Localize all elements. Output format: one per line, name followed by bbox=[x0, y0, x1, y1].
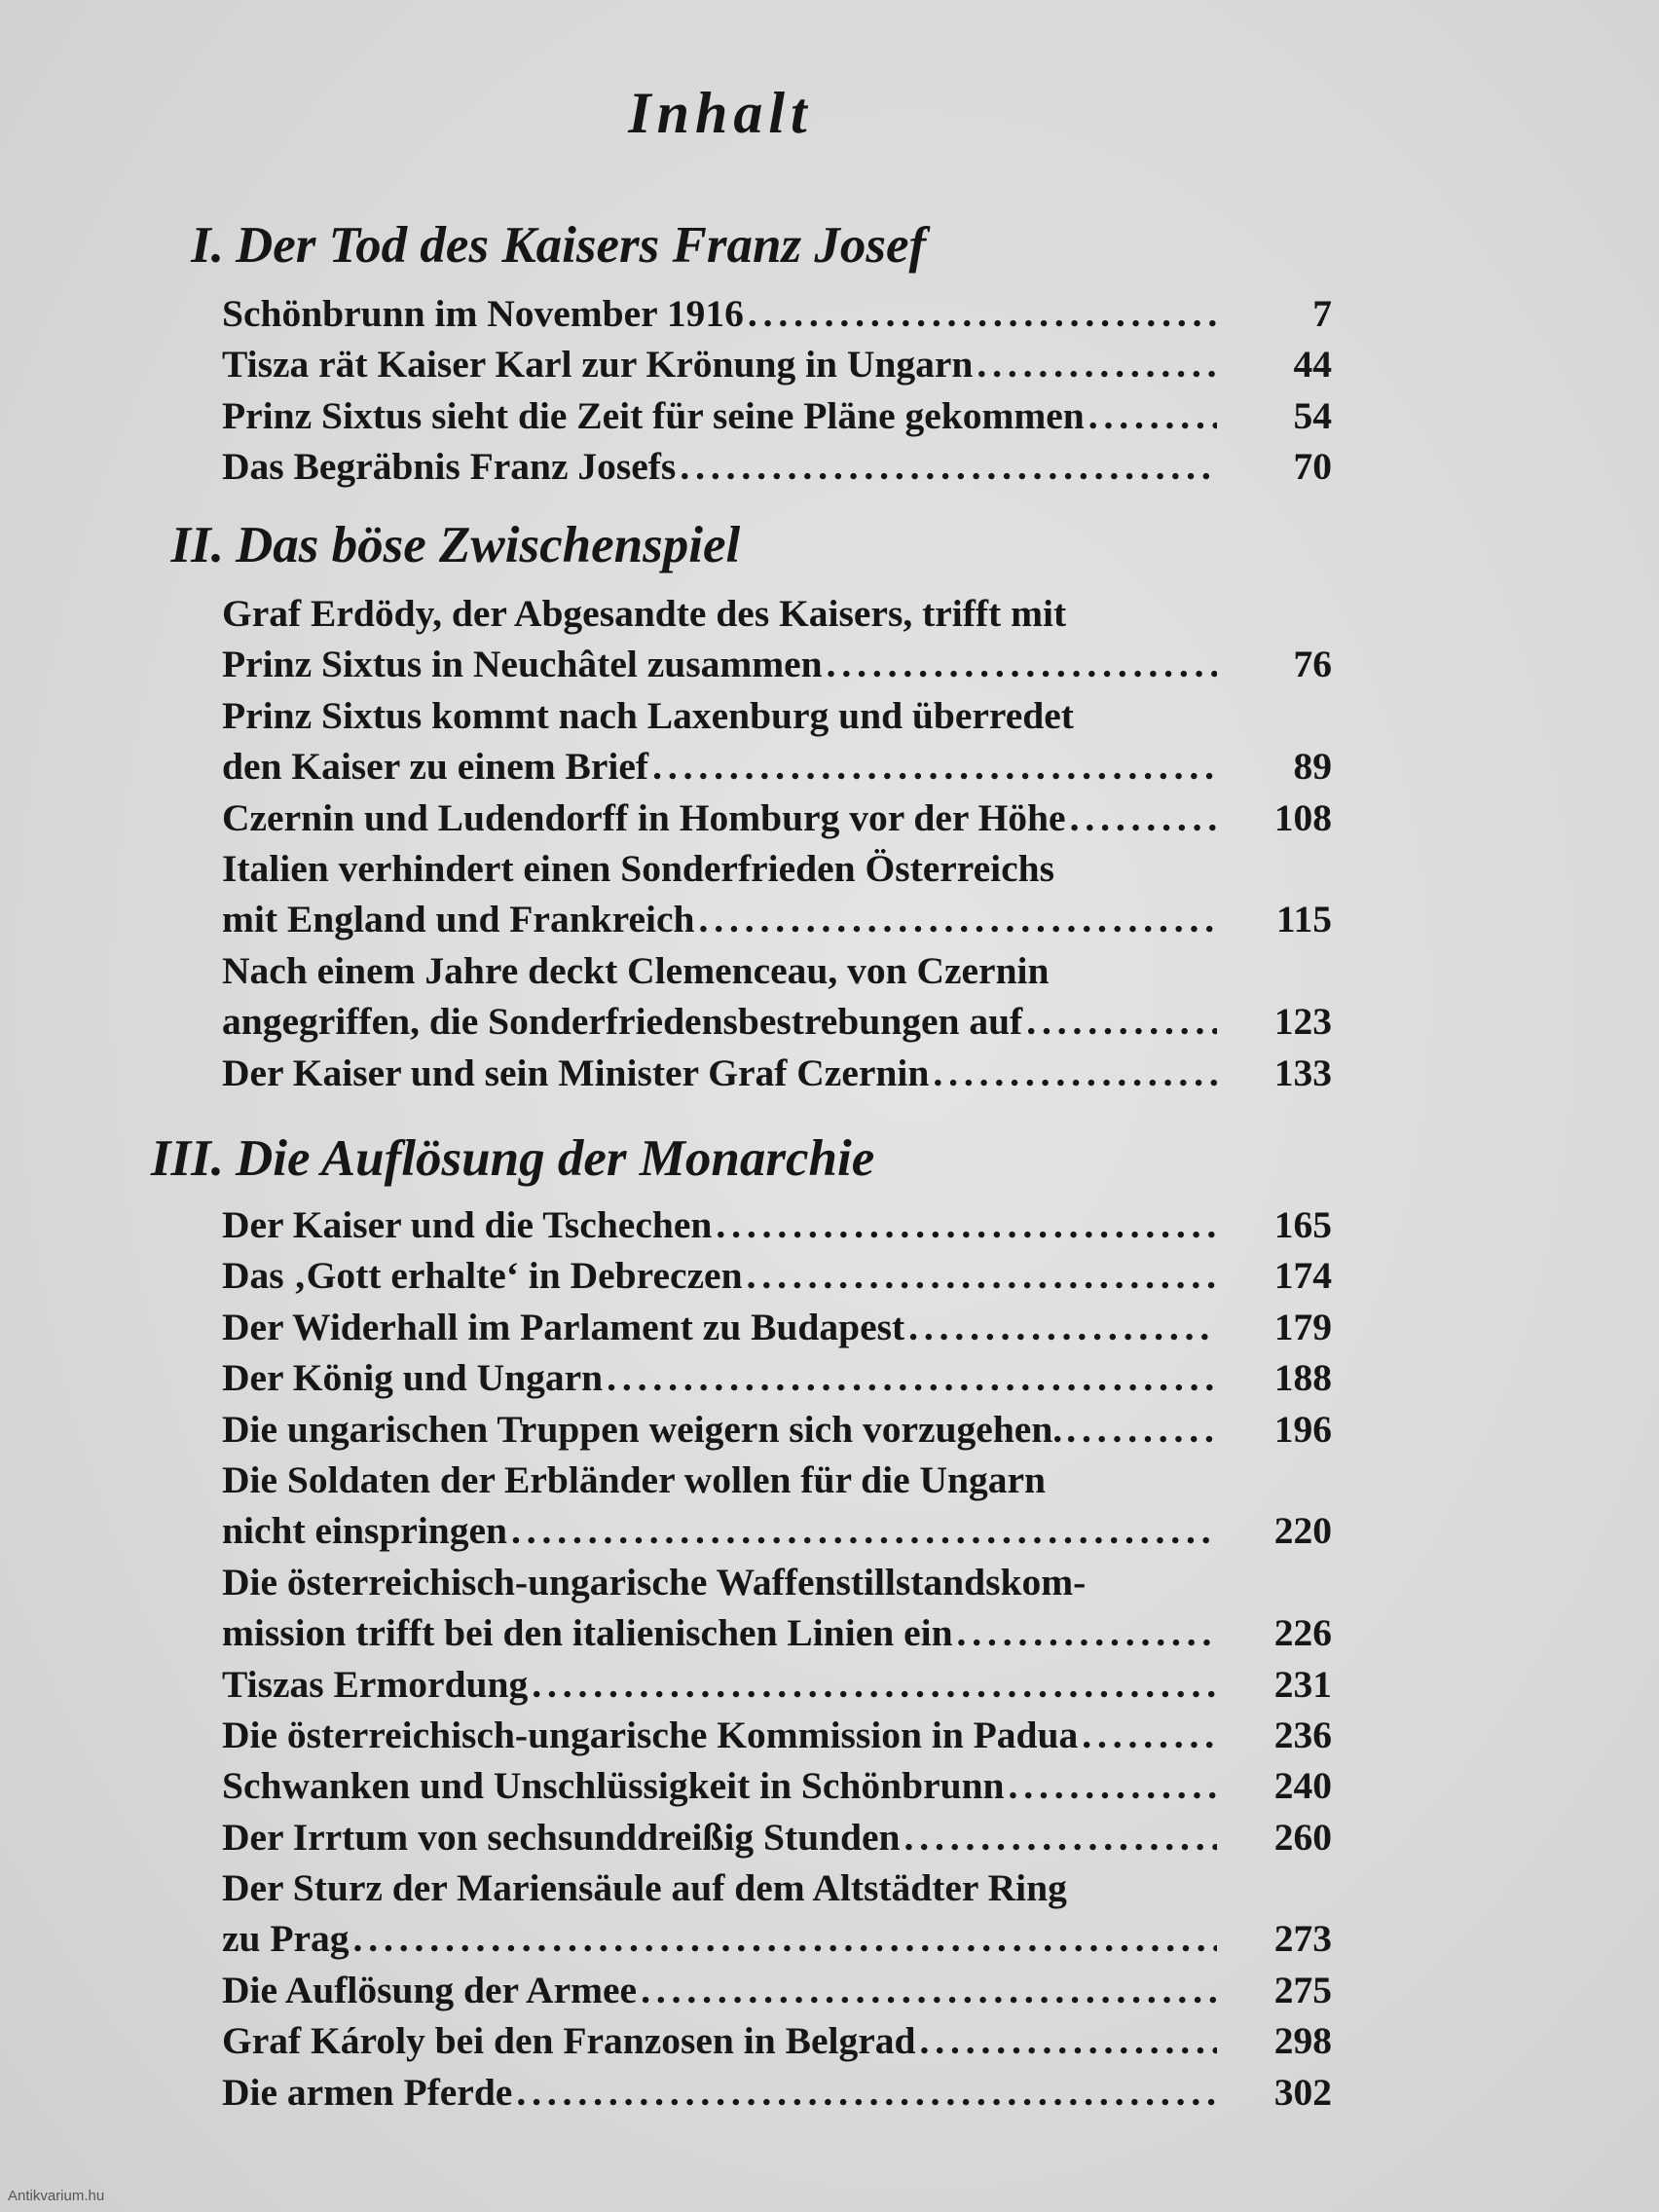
toc-entry-line bbox=[222, 690, 1332, 741]
chapter-heading-2 bbox=[107, 516, 1334, 574]
page-title: Inhalt bbox=[628, 81, 813, 145]
chapter-number: I. bbox=[191, 217, 224, 274]
toc-entry-text: Der Sturz der Mariensäule auf dem Altstädter Ring bbox=[222, 1866, 1067, 1910]
toc-entry-line bbox=[222, 1760, 1332, 1811]
dot-leader bbox=[827, 639, 1217, 689]
toc-entry-text: angegriffen, die Sonderfriedensbestrebungen auf bbox=[222, 1000, 1023, 1044]
page-number: 188 bbox=[1273, 1356, 1332, 1400]
toc-entry-text: Der Kaiser und sein Minister Graf Czernin bbox=[222, 1051, 930, 1094]
page-number: 115 bbox=[1275, 898, 1332, 941]
dot-leader bbox=[748, 288, 1217, 339]
page-number: 44 bbox=[1293, 343, 1332, 387]
toc-entry-line bbox=[222, 1250, 1332, 1301]
toc-entry-text: Graf Károly bei den Franzosen in Belgrad bbox=[222, 2019, 916, 2063]
toc-entry-line bbox=[222, 1048, 1332, 1098]
dot-leader bbox=[904, 1812, 1218, 1862]
toc-entry-line bbox=[222, 639, 1332, 689]
chapter-title: Die Auflösung der Monarchie bbox=[236, 1130, 875, 1187]
dot-leader bbox=[1088, 390, 1217, 441]
toc-entry-line bbox=[222, 288, 1332, 339]
chapter-heading-1 bbox=[107, 216, 1334, 275]
dot-leader bbox=[1009, 1760, 1217, 1811]
toc-entry-line bbox=[222, 1659, 1332, 1710]
chapter-number: III. bbox=[150, 1130, 224, 1187]
toc-entry-line bbox=[222, 1557, 1332, 1607]
toc-entry-line bbox=[222, 1455, 1332, 1505]
page-number: 298 bbox=[1273, 2019, 1332, 2063]
dot-leader bbox=[641, 1965, 1217, 2015]
dot-leader bbox=[698, 894, 1217, 944]
page-number: 165 bbox=[1273, 1203, 1332, 1246]
dot-leader bbox=[908, 1302, 1217, 1352]
toc-entry-text: Czernin und Ludendorff in Homburg vor der Höhe bbox=[222, 795, 1066, 839]
toc-entry-line bbox=[222, 843, 1332, 894]
dot-leader bbox=[716, 1199, 1217, 1250]
page-number: 123 bbox=[1273, 1000, 1332, 1044]
page-number: 226 bbox=[1273, 1611, 1332, 1655]
toc-entry-line bbox=[222, 390, 1332, 441]
page-number: 179 bbox=[1273, 1305, 1332, 1348]
dot-leader bbox=[919, 2015, 1217, 2066]
toc-entry-text: Die Auflösung der Armee bbox=[222, 1968, 638, 2011]
dot-leader bbox=[957, 1607, 1217, 1658]
page-number: 273 bbox=[1273, 1917, 1332, 1961]
toc-entry-text: Italien verhindert einen Sonderfrieden Österreichs bbox=[222, 846, 1054, 890]
dot-leader bbox=[1070, 793, 1217, 843]
toc-entry-text: zu Prag bbox=[222, 1917, 350, 1961]
chapter-title: Der Tod des Kaisers Franz Josef bbox=[236, 217, 927, 274]
toc-entry-text: nicht einspringen bbox=[222, 1509, 508, 1553]
page-number: 70 bbox=[1293, 445, 1332, 489]
toc-entry-line bbox=[222, 1352, 1332, 1403]
toc-entry-line bbox=[222, 741, 1332, 792]
toc-entry-text: den Kaiser zu einem Brief bbox=[222, 745, 649, 789]
toc-entry-line bbox=[222, 339, 1332, 389]
page-number: 260 bbox=[1273, 1815, 1332, 1859]
toc-entry-line bbox=[222, 1404, 1332, 1455]
toc-entry-text: Prinz Sixtus in Neuchâtel zusammen bbox=[222, 643, 823, 686]
page-number: 220 bbox=[1273, 1509, 1332, 1553]
toc-entry-text: Die ungarischen Truppen weigern sich vorzugehen. bbox=[222, 1407, 1063, 1451]
page-number: 275 bbox=[1273, 1968, 1332, 2011]
page-number: 236 bbox=[1273, 1713, 1332, 1756]
dot-leader bbox=[933, 1048, 1217, 1098]
toc-entry-line bbox=[222, 945, 1332, 996]
page-number: 231 bbox=[1273, 1662, 1332, 1706]
toc-entry-line bbox=[222, 588, 1332, 639]
page-number: 7 bbox=[1312, 292, 1332, 335]
toc-entry-text: Die Soldaten der Erbländer wollen für die Ungarn bbox=[222, 1457, 1047, 1501]
chapter-number: II. bbox=[170, 517, 224, 573]
dot-leader bbox=[1026, 996, 1217, 1047]
toc-entry-text: Prinz Sixtus kommt nach Laxenburg und überredet bbox=[222, 693, 1074, 737]
toc-entry-text: Nach einem Jahre deckt Clemenceau, von Czernin bbox=[222, 948, 1050, 992]
page-number: 133 bbox=[1273, 1051, 1332, 1094]
toc-entry-line bbox=[222, 1812, 1332, 1862]
page-number: 76 bbox=[1293, 643, 1332, 686]
dot-leader bbox=[977, 339, 1217, 389]
toc-entry-line bbox=[222, 996, 1332, 1047]
toc-entry-line bbox=[222, 441, 1332, 492]
page-number: 240 bbox=[1273, 1764, 1332, 1808]
dot-leader bbox=[516, 2067, 1217, 2118]
toc-entry-line bbox=[222, 1965, 1332, 2015]
dot-leader bbox=[1066, 1404, 1217, 1455]
toc-entry-line bbox=[222, 1862, 1332, 1913]
toc-entry-line bbox=[222, 1607, 1332, 1658]
page-number: 108 bbox=[1273, 795, 1332, 839]
page-number: 54 bbox=[1293, 393, 1332, 437]
dot-leader bbox=[680, 441, 1217, 492]
chapter-heading-3 bbox=[107, 1129, 1334, 1188]
page-number: 196 bbox=[1273, 1407, 1332, 1451]
toc-entry-text: Der König und Ungarn bbox=[222, 1356, 604, 1400]
toc-entry-line bbox=[222, 1505, 1332, 1556]
toc-entry-line bbox=[222, 2067, 1332, 2118]
page-number: 174 bbox=[1273, 1254, 1332, 1298]
toc-entry-text: Das ‚Gott erhalte‘ in Debreczen bbox=[222, 1254, 743, 1298]
page-number: 89 bbox=[1293, 745, 1332, 789]
toc-entry-text: Tisza rät Kaiser Karl zur Krönung in Ungarn bbox=[222, 343, 974, 387]
toc-entry-line bbox=[222, 1913, 1332, 1964]
watermark: Antikvarium.hu bbox=[8, 2188, 105, 2204]
toc-entry-text: Die armen Pferde bbox=[222, 2070, 513, 2114]
toc-entry-text: Die österreichisch-ungarische Kommission in Padua bbox=[222, 1713, 1079, 1756]
page-number: 302 bbox=[1273, 2070, 1332, 2114]
chapter-title: Das böse Zwischenspiel bbox=[236, 517, 741, 573]
toc-entry-line bbox=[222, 2015, 1332, 2066]
toc-entry-text: Der Irrtum von sechsunddreißig Stunden bbox=[222, 1815, 901, 1859]
chapter-3-entries bbox=[222, 1199, 1332, 2118]
toc-entry-line bbox=[222, 793, 1332, 843]
toc-entry-line bbox=[222, 1302, 1332, 1352]
toc-entry-text: Schwanken und Unschlüssigkeit in Schönbrunn bbox=[222, 1764, 1005, 1808]
toc-entry-line bbox=[222, 894, 1332, 944]
toc-entry-text: Der Widerhall im Parlament zu Budapest bbox=[222, 1305, 905, 1348]
dot-leader bbox=[511, 1505, 1217, 1556]
dot-leader bbox=[353, 1913, 1217, 1964]
toc-entry-text: mit England und Frankreich bbox=[222, 898, 695, 941]
dot-leader bbox=[1082, 1710, 1217, 1760]
toc-entry-line bbox=[222, 1710, 1332, 1760]
dot-leader bbox=[607, 1352, 1217, 1403]
dot-leader bbox=[747, 1250, 1217, 1301]
dot-leader bbox=[652, 741, 1217, 792]
toc-entry-line bbox=[222, 1199, 1332, 1250]
toc-entry-text: Prinz Sixtus sieht die Zeit für seine Pläne gekommen bbox=[222, 393, 1085, 437]
toc-entry-text: Der Kaiser und die Tschechen bbox=[222, 1203, 713, 1246]
toc-entry-text: Die österreichisch-ungarische Waffenstillstandskom- bbox=[222, 1560, 1087, 1604]
toc-entry-text: Das Begräbnis Franz Josefs bbox=[222, 445, 677, 489]
toc-entry-text: Graf Erdödy, der Abgesandte des Kaisers, trifft mit bbox=[222, 592, 1067, 635]
chapter-1-entries bbox=[222, 288, 1332, 493]
toc-entry-text: Tiszas Ermordung bbox=[222, 1662, 529, 1706]
toc-entry-text: Schönbrunn im November 1916 bbox=[222, 292, 744, 335]
toc-entry-text: mission trifft bei den italienischen Linien ein bbox=[222, 1611, 953, 1655]
chapter-2-entries bbox=[222, 588, 1332, 1098]
dot-leader bbox=[532, 1659, 1217, 1710]
